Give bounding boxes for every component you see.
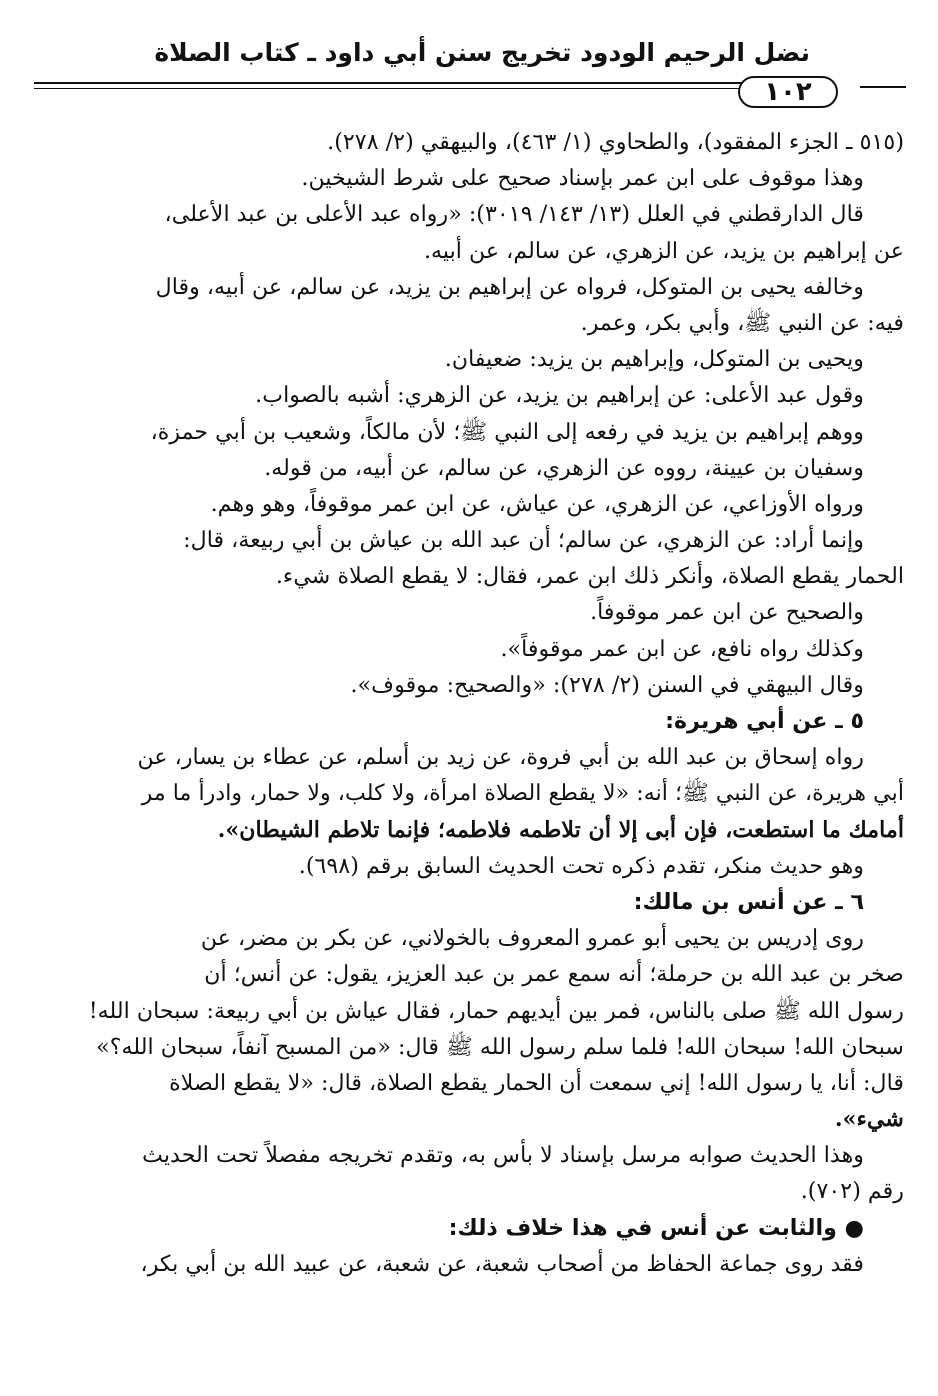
- text-line: رواه إسحاق بن عبد الله بن أبي فروة، عن زيد بن أسلم، عن عطاء بن يسار، عن: [137, 744, 864, 771]
- header-rule-bottom: [34, 88, 810, 89]
- section-heading: ٥ ـ عن أبي هريرة:: [665, 708, 864, 734]
- text-line: وخالفه يحيى بن المتوكل، فرواه عن إبراهيم بن يزيد، عن سالم، عن أبيه، وقال: [155, 273, 864, 300]
- text-line: ورواه الأوزاعي، عن الزهري، عن عياش، عن ابن عمر موقوفاً، وهو وهم.: [210, 490, 864, 517]
- text-line: وسفيان بن عيينة، رووه عن الزهري، عن سالم، عن أبيه، من قوله.: [264, 454, 864, 481]
- text-line: فقد روى جماعة الحفاظ من أصحاب شعبة، عن شعبة، عن عبيد الله بن أبي بكر،: [140, 1250, 864, 1277]
- text-line: وهو حديث منكر، تقدم ذكره تحت الحديث السابق برقم (٦٩٨).: [298, 852, 864, 879]
- text-line: ووهم إبراهيم بن يزيد في رفعه إلى النبي ﷺ؛ لأن مالكاً، وشعيب بن أبي حمزة،: [150, 418, 864, 445]
- text-line: عن إبراهيم بن يزيد، عن الزهري، عن سالم، عن أبيه.: [423, 237, 904, 264]
- text-line: وكذلك رواه نافع، عن ابن عمر موقوفاً».: [500, 635, 864, 662]
- section-heading: ● والثابت عن أنس في هذا خلاف ذلك:: [448, 1214, 864, 1241]
- text-line: أمامك ما استطعت، فإن أبى إلا أن تلاطمه فلاطمه؛ فإنما تلاطم الشيطان».: [217, 816, 904, 843]
- text-line: رقم (٧٠٢).: [800, 1178, 904, 1205]
- text-line: شيء».: [834, 1106, 904, 1133]
- text-line: وقول عبد الأعلى: عن إبراهيم بن يزيد، عن الزهري: أشبه بالصواب.: [255, 382, 864, 409]
- header-rule-right: [860, 86, 906, 88]
- text-line: صخر بن عبد الله بن حرملة؛ أنه سمع عمر بن عبد العزيز، يقول: عن أنس؛ أن: [204, 961, 904, 988]
- text-line: ويحيى بن المتوكل، وإبراهيم بن يزيد: ضعيفان.: [444, 346, 864, 373]
- text-line: أبي هريرة، عن النبي ﷺ؛ أنه: «لا يقطع الصلاة امرأة، ولا كلب، ولا حمار، وادرأ ما مر: [141, 780, 904, 807]
- running-header-title: نضل الرحيم الودود تخريج سنن أبي داود ـ كتاب الصلاة: [154, 38, 810, 67]
- text-line: والصحيح عن ابن عمر موقوفاً.: [590, 599, 864, 626]
- text-line: وقال البيهقي في السنن (٢/ ٢٧٨): «والصحيح: موقوف».: [350, 671, 864, 698]
- text-line: (٥١٥ ـ الجزء المفقود)، والطحاوي (١/ ٤٦٣)، والبيهقي (٢/ ٢٧٨).: [327, 129, 904, 155]
- text-line: وهذا الحديث صوابه مرسل بإسناد لا بأس به، وتقدم تخريجه مفصلاً تحت الحديث: [142, 1142, 864, 1169]
- text-line: وإنما أراد: عن الزهري، عن سالم؛ أن عبد الله بن عياش بن أبي ربيعة، قال:: [183, 527, 864, 554]
- text-line: قال الدارقطني في العلل (١٣/ ١٤٣/ ٣٠١٩): «رواه عبد الأعلى بن عبد الأعلى،: [164, 201, 864, 228]
- text-line: الحمار يقطع الصلاة، وأنكر ذلك ابن عمر، فقال: لا يقطع الصلاة شيء.: [275, 563, 904, 590]
- text-line: روى إدريس بن يحيى أبو عمرو المعروف بالخولاني، عن بكر بن مضر، عن: [200, 925, 864, 952]
- text-line: فيه: عن النبي ﷺ، وأبي بكر، وعمر.: [580, 309, 904, 336]
- text-line: قال: أنا، يا رسول الله! إني سمعت أن الحمار يقطع الصلاة، قال: «لا يقطع الصلاة: [169, 1069, 904, 1096]
- text-line: سبحان الله! سبحان الله! فلما سلم رسول الله ﷺ قال: «من المسبح آنفاً، سبحان الله؟»: [96, 1033, 904, 1060]
- page-body-text: [40, 124, 904, 1282]
- text-line: وهذا موقوف على ابن عمر بإسناد صحيح على شرط الشيخين.: [301, 165, 864, 192]
- text-line: رسول الله ﷺ صلى بالناس، فمر بين أيديهم حمار، فقال عياش بن أبي ربيعة: سبحان الله!: [88, 997, 904, 1024]
- header-rule-top: [34, 82, 810, 84]
- section-heading: ٦ ـ عن أنس بن مالك:: [633, 888, 864, 915]
- page-number: ١٠٢: [738, 76, 838, 108]
